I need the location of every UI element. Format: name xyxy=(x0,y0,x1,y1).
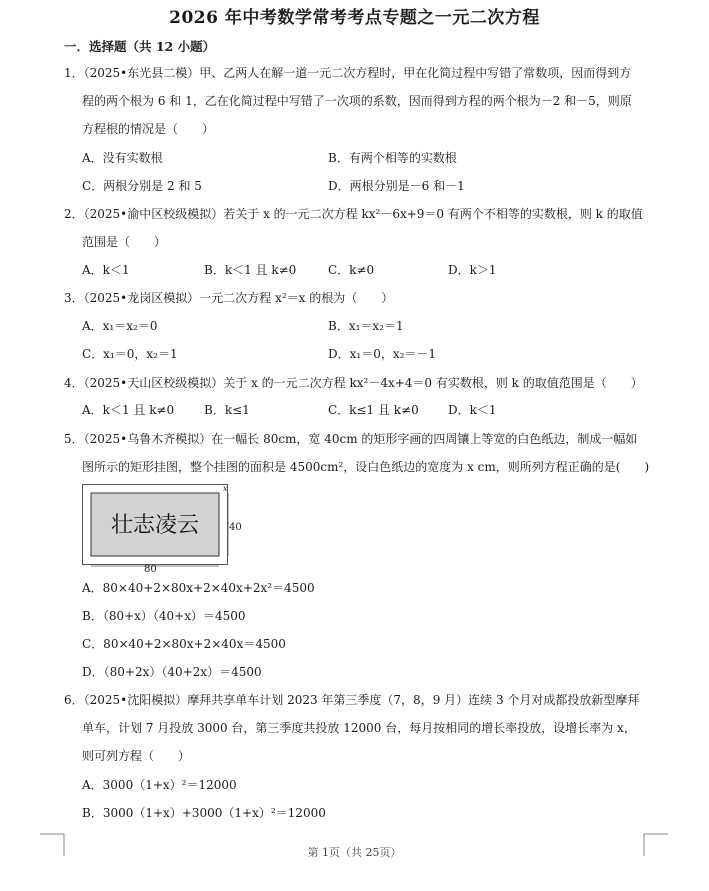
q3-line-1: 3．（2025•龙岗区模拟）一元二次方程 x²＝x 的根为（ ） xyxy=(64,291,394,305)
q1-line-3: 方程根的情况是（ ） xyxy=(82,122,215,136)
q6-line-3: 则可列方程（ ） xyxy=(82,749,191,763)
q4-option-d: D．k＜1 xyxy=(448,403,497,417)
q2-option-d: D．k＞1 xyxy=(448,263,497,277)
q5-line-2: 图所示的矩形挂图，整个挂图的面积是 4500cm²，设白色纸边的宽度为 x cm，则所列方程正确的是( ) xyxy=(82,460,650,474)
q2-option-a: A．k＜1 xyxy=(82,263,130,277)
q5-option-b: B．（80+x）（40+x）＝4500 xyxy=(82,609,246,623)
q3-option-a: A．x₁＝x₂＝0 xyxy=(82,319,158,333)
q1-option-d: D．两根分别是－6 和－1 xyxy=(328,179,465,193)
q2-line-1: 2．（2025•渝中区校级模拟）若关于 x 的一元二次方程 kx²－6x+9＝0 有两个不相等的实数根，则 k 的取值 xyxy=(64,207,643,221)
q6-option-a: A．3000（1+x）²＝12000 xyxy=(82,778,237,792)
page-title: 2026 年中考数学常考考点专题之一元二次方程 xyxy=(169,8,540,28)
q5-option-a: A．80×40+2×80x+2×40x+2x²＝4500 xyxy=(82,581,315,595)
q4-option-a: A．k＜1 且 k≠0 xyxy=(82,403,175,417)
page-number: 第 1页（共 25页） xyxy=(307,846,402,859)
q1-option-b: B．有两个相等的实数根 xyxy=(328,151,457,165)
q6-option-b: B．3000（1+x）+3000（1+x）²＝12000 xyxy=(82,806,326,820)
q5-option-d: D．（80+2x）（40+2x）＝4500 xyxy=(82,665,262,679)
q3-option-c: C．x₁＝0，x₂＝1 xyxy=(82,347,178,361)
width-label: 80 xyxy=(144,564,157,575)
q1-line-1: 1．（2025•东光县二模）甲、乙两人在解一道一元二次方程时，甲在化简过程中写错了常数项，因而得到方 xyxy=(64,66,632,80)
q2-line-2: 范围是（ ） xyxy=(82,235,167,249)
q2-option-c: C．k≠0 xyxy=(328,263,375,277)
height-label: 40 xyxy=(229,522,242,533)
q1-line-2: 程的两个根为 6 和 1，乙在化简过程中写错了一次项的系数，因而得到方程的两个根为－2 和－5，则原 xyxy=(82,94,632,108)
q4-option-b: B．k≤1 xyxy=(204,403,250,417)
q6-line-2: 单车，计划 7 月投放 3000 台，第三季度共投放 12000 台，每月按相同的增长率投放，设增长率为 x， xyxy=(82,721,636,735)
q3-option-b: B．x₁＝x₂＝1 xyxy=(328,319,404,333)
margin-label: x xyxy=(223,484,228,493)
q2-option-b: B．k＜1 且 k≠0 xyxy=(204,263,297,277)
q1-option-a: A．没有实数根 xyxy=(82,151,163,165)
section-heading: 一．选择题（共 12 小题） xyxy=(64,39,216,54)
q5-option-c: C．80×40+2×80x+2×40x＝4500 xyxy=(82,637,286,651)
painting-calligraphy: 壮志凌云 xyxy=(110,513,200,538)
scroll-figure xyxy=(82,484,242,575)
q6-line-1: 6．（2025•沈阳模拟）摩拜共享单车计划 2023 年第三季度（7，8，9 月）连续 3 个月对成都投放新型摩拜 xyxy=(64,693,640,707)
q1-option-c: C．两根分别是 2 和 5 xyxy=(82,179,202,193)
q4-option-c: C．k≤1 且 k≠0 xyxy=(328,403,419,417)
q5-line-1: 5．（2025•乌鲁木齐模拟）在一幅长 80cm，宽 40cm 的矩形字画的四周镶上等宽的白色纸边，制成一幅如 xyxy=(64,432,638,446)
q3-option-d: D．x₁＝0，x₂＝－1 xyxy=(328,347,437,361)
q4-line-1: 4．（2025•天山区校级模拟）关于 x 的一元二次方程 kx²－4x+4＝0 有实数根，则 k 的取值范围是（ ） xyxy=(64,376,643,390)
